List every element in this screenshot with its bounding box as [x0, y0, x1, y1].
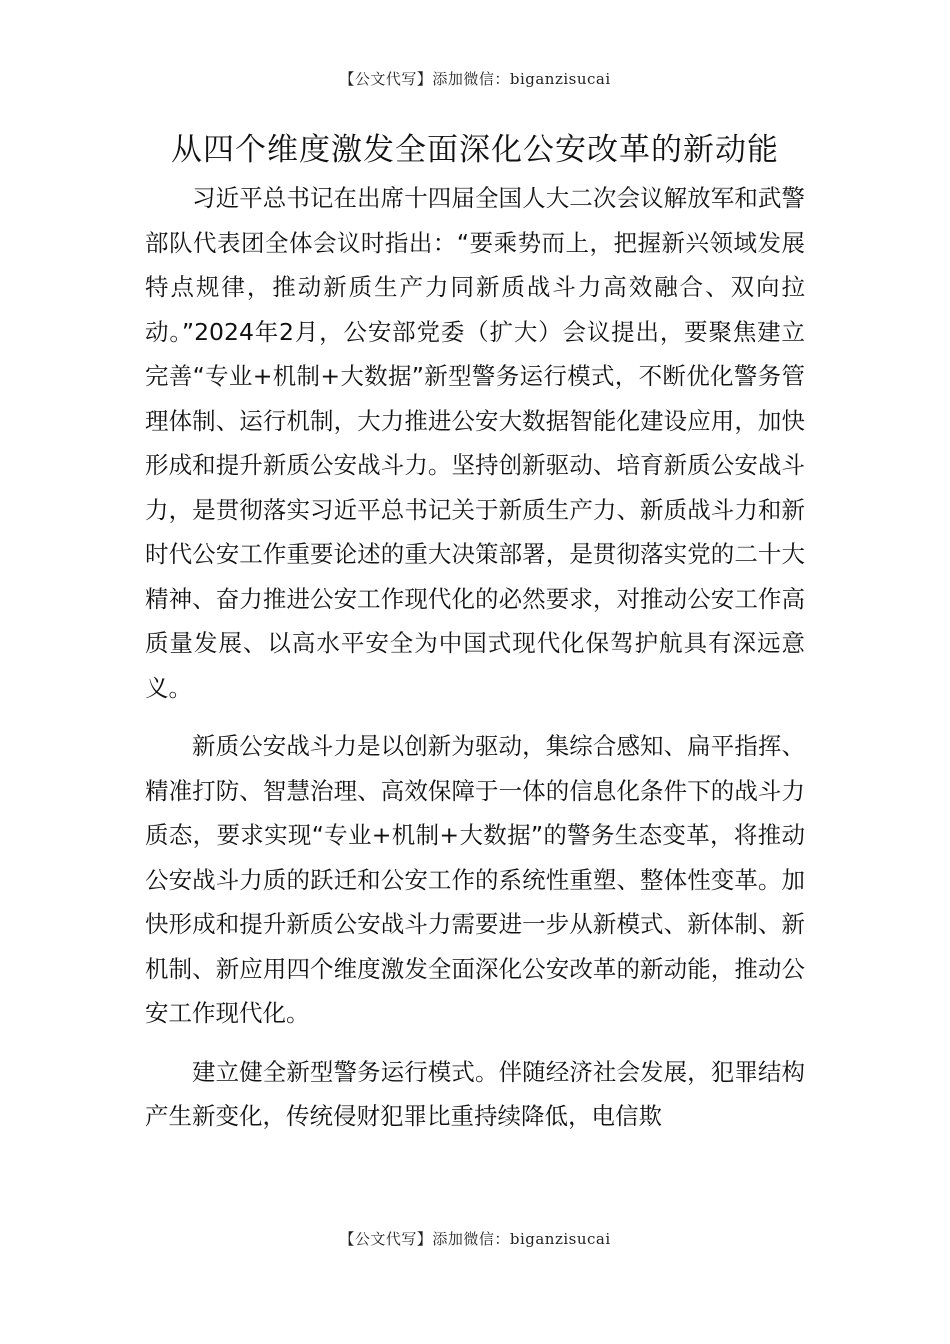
paragraph-2: 新质公安战斗力是以创新为驱动，集综合感知、扁平指挥、精准打防、智慧治理、高效保障于一体的信息化条件下的战斗力质态，要求实现“专业+机制+大数据”的警务生态变革，将推动公安战斗力质的跃迁和公安工作的系统性重塑、整体性变革。加快形成和提升新质公安战斗力需要进一步从新模式、新体制、新机制、新应用四个维度激发全面深化公安改革的新动能，推动公安工作现代化。 [145, 732, 805, 1027]
document-body [145, 176, 805, 1153]
paragraph-1: 习近平总书记在出席十四届全国人大二次会议解放军和武警部队代表团全体会议时指出：“要乘势而上，把握新兴领域发展特点规律，推动新质生产力同新质战斗力高效融合、双向拉动。”2024年2月，公安部党委（扩大）会议提出，要聚焦建立完善“专业+机制+大数据”新型警务运行模式，不断优化警务管理体制、运行机制，大力推进公安大数据智能化建设应用，加快形成和提升新质公安战斗力。坚持创新驱动、培育新质公安战斗力，是贯彻落实习近平总书记关于新质生产力、新质战斗力和新时代公安工作重要论述的重大决策部署，是贯彻落实党的二十大精神、奋力推进公安工作现代化的必然要求，对推动公安工作高质量发展、以高水平安全为中国式现代化保驾护航具有深远意义。 [145, 184, 805, 702]
document-title: 从四个维度激发全面深化公安改革的新动能 [171, 132, 779, 168]
footer-watermark-note: 【公文代写】添加微信：biganzisucai [339, 1230, 611, 1248]
paragraph-3: 建立健全新型警务运行模式。伴随经济社会发展，犯罪结构产生新变化，传统侵财犯罪比重持续降低，电信欺 [145, 1057, 805, 1130]
header-watermark-note: 【公文代写】添加微信：biganzisucai [339, 70, 611, 88]
